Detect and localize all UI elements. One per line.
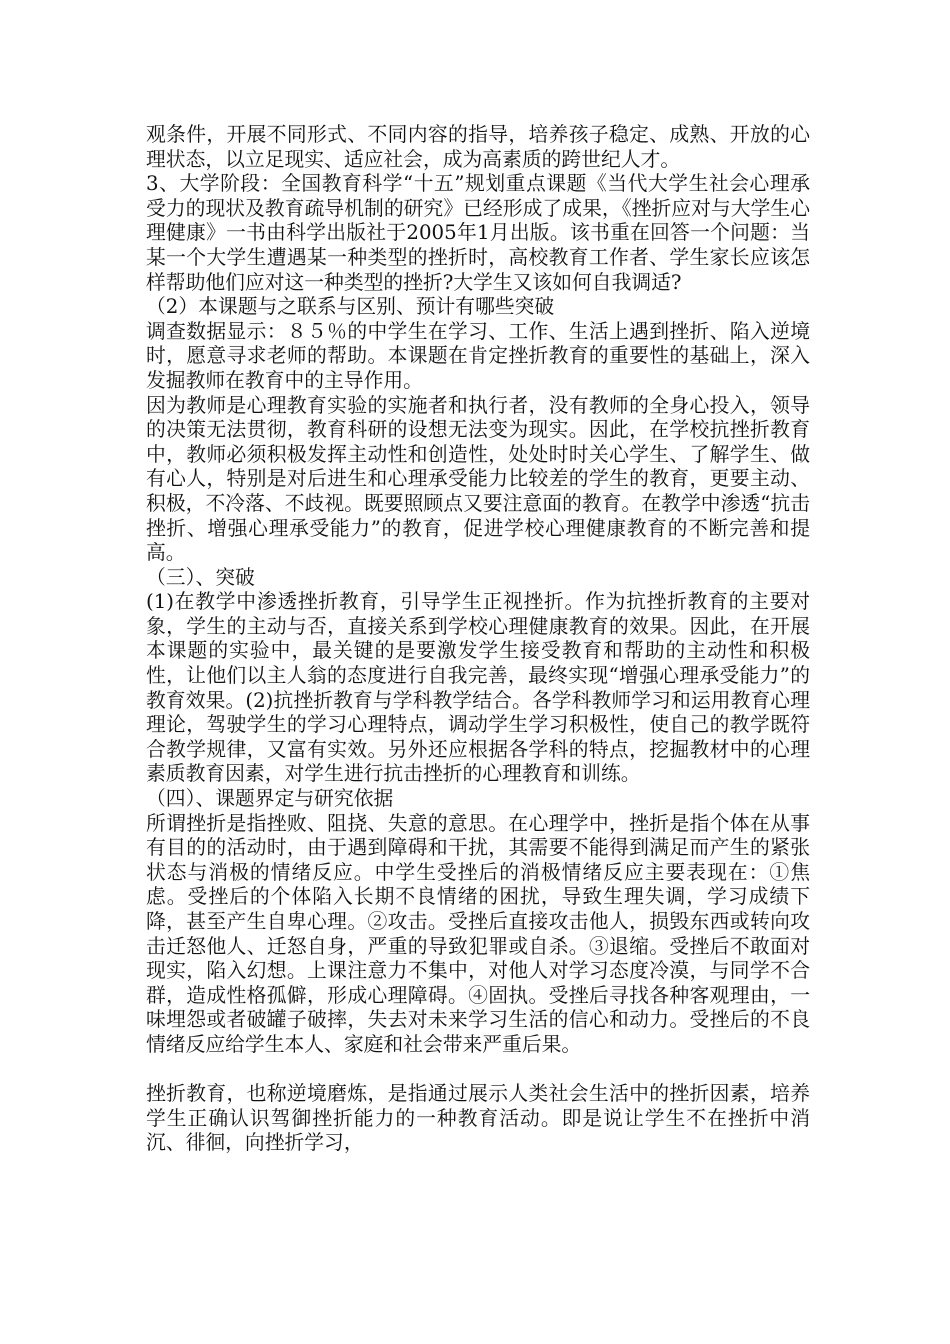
paragraph-survey-data: 调查数据显示：８５％的中学生在学习、工作、生活上遇到挫折、陷入逆境时，愿意寻求老师的帮助。本课题在肯定挫折教育的重要性的基础上，深入发掘教师在教育中的主导作用。 bbox=[146, 319, 810, 392]
paragraph-spacer bbox=[146, 1058, 810, 1083]
heading-definition-and-basis: （四）、课题界定与研究依据 bbox=[146, 787, 394, 811]
paragraph-breakthrough-points: (1)在教学中渗透挫折教育，引导学生正视挫折。作为抗挫折教育的主要对象，学生的主动与否，直接关系到学校心理健康教育的效果。因此，在开展本课题的实验中，最关键的是要激发学生接受教育和帮助的主动性和积极性，让他们以主人翁的态度进行自我完善，最终实现“增强心理承受能力”的教育效果。(2)抗挫折教育与学科教学结合。各学科教师学习和运用教育心理理论，驾驶学生的学习心理特点，调动学生学习积极性，使自己的教学既符合教学规律，又富有实效。另外还应根据各学科的特点，挖掘教材中的心理素质教育因素，对学生进行抗击挫折的心理教育和训练。 bbox=[146, 590, 810, 786]
paragraph-university-stage: 3、大学阶段：全国教育科学“十五”规划重点课题《当代大学生社会心理承受力的现状及教育疏导机制的研究》已经形成了成果，《挫折应对与大学生心理健康》一书由科学出版社于2005年1月出版。该书重在回答一个问题：当某一个大学生遭遇某一种类型的挫折时，高校教育工作者、学生家长应该怎样帮助他们应对这一种类型的挫折?大学生又该如何自我调适? bbox=[146, 172, 810, 294]
heading-relation-and-breakthrough: （2）本课题与之联系与区别、预计有哪些突破 bbox=[146, 295, 555, 319]
paragraph-frustration-education: 挫折教育，也称逆境磨炼，是指通过展示人类社会生活中的挫折因素，培养学生正确认识驾御挫折能力的一种教育活动。即是说让学生不在挫折中消沉、徘徊，向挫折学习， bbox=[146, 1082, 810, 1155]
paragraph-frustration-definition: 所谓挫折是指挫败、阻挠、失意的意思。在心理学中，挫折是指个体在从事有目的的活动时，由于遇到障碍和干扰，其需要不能得到满足而产生的紧张状态与消极的情绪反应。中学生受挫后的消极情绪反应主要表现在：①焦虑。受挫后的个体陷入长期不良情绪的困扰，导致生理失调，学习成绩下降，甚至产生自卑心理。②攻击。受挫后直接攻击他人，损毁东西或转向攻击迁怒他人、迁怒自身，严重的导致犯罪或自杀。③退缩。受挫后不敢面对现实，陷入幻想。上课注意力不集中，对他人对学习态度冷漠，与同学不合群，造成性格孤僻，形成心理障碍。④固执。受挫后寻找各种客观理由，一味埋怨或者破罐子破摔，失去对未来学习生活的信心和动力。受挫后的不良情绪反应给学生本人、家庭和社会带来严重后果。 bbox=[146, 811, 810, 1056]
paragraph-continuation: 观条件，开展不同形式、不同内容的指导，培养孩子稳定、成熟、开放的心理状态，以立足现实、适应社会，成为高素质的跨世纪人才。 bbox=[146, 123, 810, 171]
heading-breakthrough: （三）、突破 bbox=[146, 565, 255, 589]
document-page bbox=[146, 123, 810, 1156]
paragraph-teacher-role: 因为教师是心理教育实验的实施者和执行者，没有教师的全身心投入，领导的决策无法贯彻，教育科研的设想无法变为现实。因此，在学校抗挫折教育中，教师必须积极发挥主动性和创造性，处处时时关心学生、了解学生、做有心人，特别是对后进生和心理承受能力比较差的学生的教育，更要主动、积极，不冷落、不歧视。既要照顾点又要注意面的教育。在教学中渗透“抗击挫折、增强心理承受能力”的教育，促进学校心理健康教育的不断完善和提高。 bbox=[146, 393, 810, 565]
